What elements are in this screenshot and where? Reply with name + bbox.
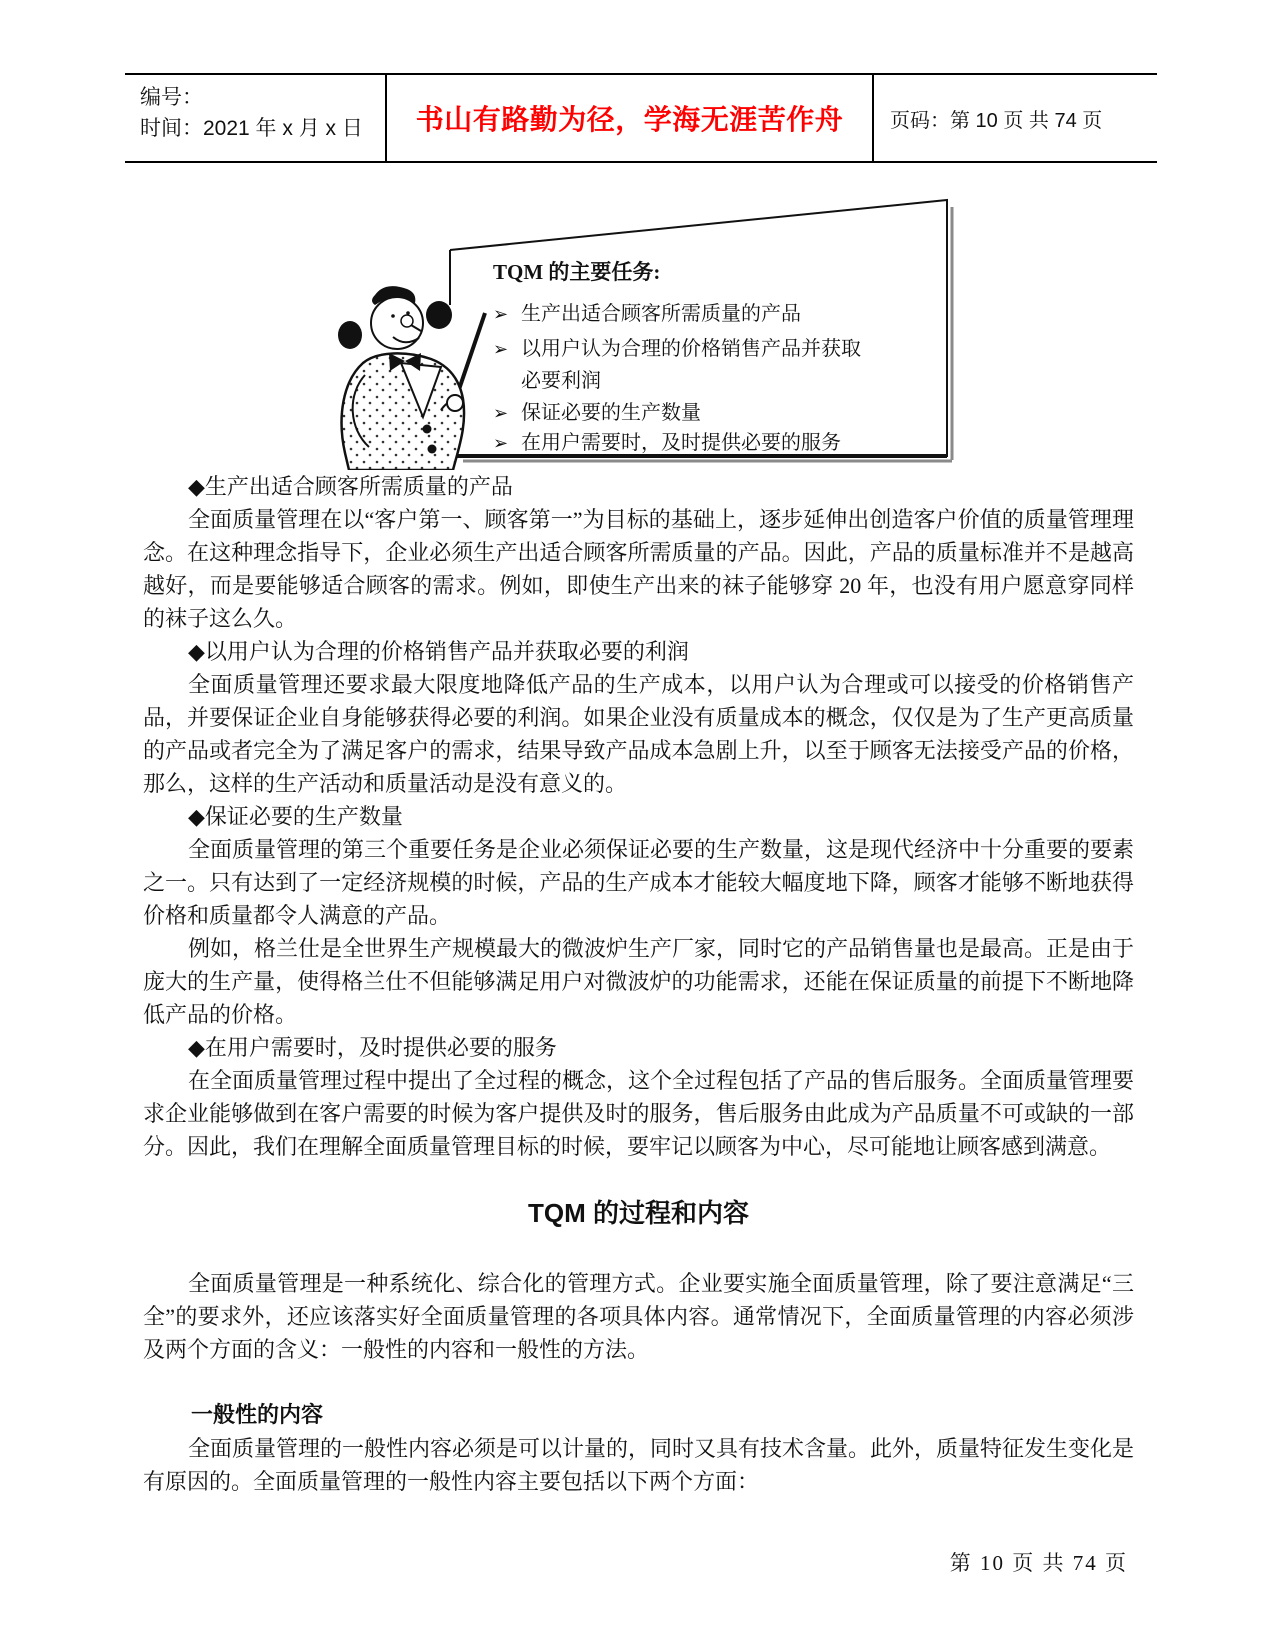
- section-heading: TQM 的过程和内容: [528, 1198, 749, 1228]
- arrow-bullet-icon: ➢: [493, 339, 509, 360]
- bullet-heading: ◆在用户需要时，及时提供必要的服务: [188, 1035, 557, 1060]
- bullet-heading: ◆以用户认为合理的价格销售产品并获取必要的利润: [188, 639, 689, 664]
- header-page-label: 页码：第 10 页 共 74 页: [890, 109, 1103, 132]
- paragraph: 全面质量管理在以“客户第一、顾客第一”为目标的基础上，逐步延伸出创造客户价值的质量管理理念。在这种理念指导下，企业必须生产出适合顾客所需质量的产品。因此，产品的质量标准并不是越高越好，而是要能够适合顾客的需求。例如，即使生产出来的袜子能够穿 20 年，也没有用户愿意穿同样的袜子这么久。: [143, 507, 1134, 631]
- doc-number-label: 编号：: [140, 86, 203, 109]
- arrow-bullet-icon: ➢: [493, 433, 509, 454]
- paragraph: 全面质量管理是一种系统化、综合化的管理方式。企业要实施全面质量管理，除了要注意满足“三全”的要求外，还应该落实好全面质量管理的各项具体内容。通常情况下，全面质量管理的内容必须涉及两个方面的含义：一般性的内容和一般性的方法。: [143, 1271, 1134, 1362]
- document-body: [143, 470, 1134, 1498]
- paragraph: 全面质量管理还要求最大限度地降低产品的生产成本，以用户认为合理或可以接受的价格销售产品，并要保证企业自身能够获得必要的利润。如果企业没有质量成本的概念，仅仅是为了生产更高质量的产品或者完全为了满足客户的需求，结果导致产品成本急剧上升，以至于顾客无法接受产品的价格，那么，这样的生产活动和质量活动是没有意义的。: [143, 672, 1134, 796]
- paragraph: 全面质量管理的一般性内容必须是可以计量的，同时又具有技术含量。此外，质量特征发生变化是有原因的。全面质量管理的一般性内容主要包括以下两个方面：: [143, 1436, 1135, 1494]
- sign-bullet-4: 在用户需要时，及时提供必要的服务: [521, 432, 841, 454]
- header-meta-cell: [125, 75, 385, 161]
- sign-title: TQM 的主要任务:: [493, 260, 661, 284]
- tqm-sign-graphic: [335, 185, 960, 470]
- doc-time-label: 时间：2021 年 x 月 x 日: [140, 117, 363, 140]
- header-slogan-cell: [385, 75, 872, 161]
- sign-bullet-3: 保证必要的生产数量: [521, 402, 701, 424]
- bullet-heading: ◆生产出适合顾客所需质量的产品: [188, 474, 513, 499]
- header-table: [125, 73, 1157, 163]
- header-slogan: 书山有路勤为径，学海无涯苦作舟: [415, 105, 844, 136]
- paragraph: 全面质量管理的第三个重要任务是企业必须保证必要的生产数量，这是现代经济中十分重要的要素之一。只有达到了一定经济规模的时候，产品的生产成本才能较大幅度地下降，顾客才能够不断地获得价格和质量都令人满意的产品。: [143, 837, 1135, 928]
- tqm-tasks-illustration: [335, 185, 960, 470]
- sign-bullet-2: 以用户认为合理的价格销售产品并获取: [521, 338, 861, 360]
- arrow-bullet-icon: ➢: [493, 403, 509, 424]
- paragraph: 在全面质量管理过程中提出了全过程的概念，这个全过程包括了产品的售后服务。全面质量管理要求企业能够做到在客户需要的时候为客户提供及时的服务，售后服务由此成为产品质量不可或缺的一部分。因此，我们在理解全面质量管理目标的时候，要牢记以顾客为中心，尽可能地让顾客感到满意。: [143, 1068, 1135, 1159]
- bullet-heading: ◆保证必要的生产数量: [188, 804, 403, 829]
- paragraph: 例如，格兰仕是全世界生产规模最大的微波炉生产厂家，同时它的产品销售量也是最高。正是由于庞大的生产量，使得格兰仕不但能够满足用户对微波炉的功能需求，还能在保证质量的前提下不断地降低产品的价格。: [143, 936, 1135, 1027]
- sign-bullet-1: 生产出适合顾客所需质量的产品: [521, 303, 801, 325]
- arrow-bullet-icon: ➢: [493, 304, 509, 325]
- header-page-cell: [872, 75, 1157, 161]
- page-footer-number: 第 10 页 共 74 页: [949, 1551, 1128, 1575]
- sign-bullet-2-cont: 必要利润: [521, 370, 601, 392]
- sub-heading: 一般性的内容: [191, 1402, 324, 1427]
